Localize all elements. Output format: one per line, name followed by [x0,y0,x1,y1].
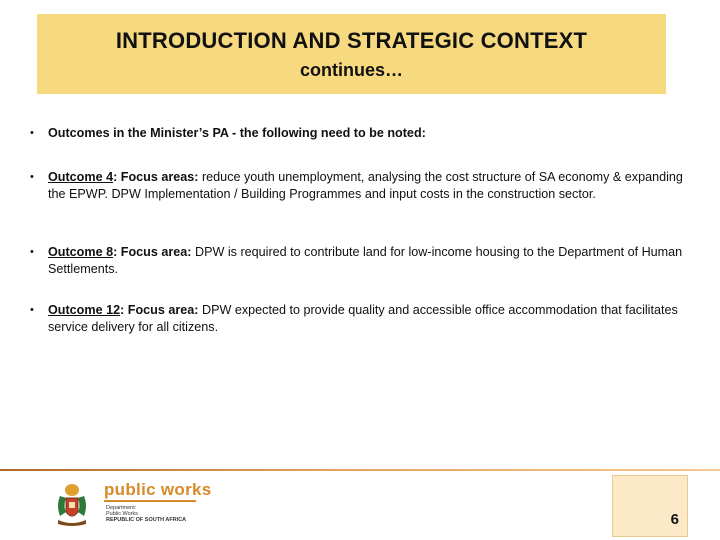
slide-subtitle: continues… [299,60,403,80]
title-box [37,14,666,94]
outcome-4-label: Outcome 4 [48,170,114,184]
org-name: public works [104,480,212,499]
outcome-4-body: reduce youth unemployment, analysing the cost structure of SA economy & expanding the EPWP. DPW Implementation / Building Programmes and input costs in the construction sector. [48,170,683,201]
outcome-4-focus-label: : Focus areas: [113,170,199,184]
bullet-dot: • [30,304,34,316]
org-department: Department: [106,505,137,511]
outcome-8-body: DPW is required to contribute land for low-income housing to the Department of Human Settlements. [48,245,683,276]
bullet-dot: • [30,171,34,183]
outcome-8-focus-label: : Focus area: [113,245,192,259]
org-public-works: Public Works [106,511,138,517]
outcome-12-focus-label: : Focus area: [120,303,199,317]
coat-of-arms-icon [52,482,92,528]
bullet-intro-text: Outcomes in the Minister’s PA - the following need to be noted: [48,126,426,140]
slide-title: INTRODUCTION AND STRATEGIC CONTEXT [115,28,588,53]
org-country: REPUBLIC OF SOUTH AFRICA [106,517,187,523]
page-number: 6 [670,511,679,528]
outcome-12-body: DPW expected to provide quality and accessible office accommodation that facilitates service delivery for all citizens. [48,303,678,334]
page-number-box [612,475,688,537]
bullet-outcome-12-text [48,302,698,336]
bullet-dot: • [30,127,34,139]
outcome-8-label: Outcome 8 [48,245,114,259]
org-underline [104,500,196,502]
bullet-outcome-4-text [48,169,698,203]
bullet-outcome-8-text [48,244,698,278]
bullet-dot: • [30,246,34,258]
outcome-12-label: Outcome 12 [48,303,121,317]
